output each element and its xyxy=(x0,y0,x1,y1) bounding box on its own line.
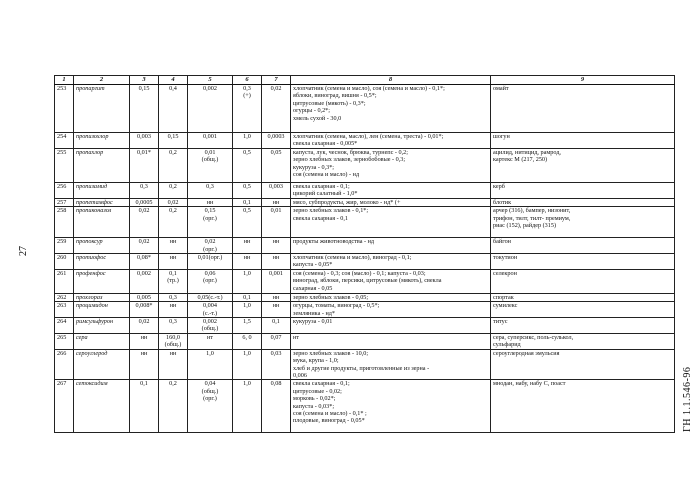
value-col-3: 0,02 xyxy=(130,238,159,254)
residue-limits: продукты животноводства - нд xyxy=(291,238,491,254)
table-row xyxy=(55,254,675,270)
value-col-5: 0,01(орг.) xyxy=(188,254,233,270)
row-number: 260 xyxy=(55,254,74,270)
value-col-3: 0,003 xyxy=(130,133,159,149)
value-col-5: 0,15 (орг.) xyxy=(188,207,233,238)
trade-names: шогун xyxy=(491,133,675,149)
value-col-6: 0,1 xyxy=(233,198,262,206)
value-col-7: нн xyxy=(262,198,291,206)
value-col-6: 1,5 xyxy=(233,318,262,334)
column-header: 8 xyxy=(291,76,491,85)
value-col-4: 0,1 (тр.) xyxy=(159,269,188,293)
value-col-5: 0,002 xyxy=(188,85,233,133)
value-col-5: 0,06 (орг.) xyxy=(188,269,233,293)
row-number: 259 xyxy=(55,238,74,254)
table-row xyxy=(55,238,675,254)
row-number: 263 xyxy=(55,302,74,318)
value-col-6: 1,0 xyxy=(233,349,262,380)
value-col-4: 0,2 xyxy=(159,182,188,198)
value-col-5: 1,0 xyxy=(188,349,233,380)
table-header-row xyxy=(55,76,675,85)
table-body xyxy=(55,85,675,433)
value-col-3: нн xyxy=(130,333,159,349)
column-header: 7 xyxy=(262,76,291,85)
value-col-7: 0,1 xyxy=(262,318,291,334)
row-number: 264 xyxy=(55,318,74,334)
residue-limits: свекла сахарная - 0,1; цитрусовые - 0,02; морковь - 0,02*; капуста - 0,03*; соя (семена и масло) - 0,1* ; плодовые, виноград - 0,05* xyxy=(291,380,491,433)
trade-names: керб xyxy=(491,182,675,198)
substance-name: сера xyxy=(74,333,130,349)
value-col-3: 0,008* xyxy=(130,302,159,318)
residue-limits: огурцы, томаты, виноград - 0,5*; земляника - нд* xyxy=(291,302,491,318)
value-col-4: нн xyxy=(159,238,188,254)
value-col-6: 1,0 xyxy=(233,269,262,293)
value-col-7: 0,03 xyxy=(262,349,291,380)
row-number: 253 xyxy=(55,85,74,133)
table-row xyxy=(55,349,675,380)
trade-names: титус xyxy=(491,318,675,334)
value-col-4: нн xyxy=(159,254,188,270)
substance-name: процимидон xyxy=(74,302,130,318)
value-col-5: нт xyxy=(188,333,233,349)
value-col-3: 0,01* xyxy=(130,148,159,182)
row-number: 267 xyxy=(55,380,74,433)
value-col-4: 0,3 xyxy=(159,293,188,301)
column-header: 4 xyxy=(159,76,188,85)
trade-names: спортак xyxy=(491,293,675,301)
row-number: 255 xyxy=(55,148,74,182)
value-col-5: нн xyxy=(188,198,233,206)
value-col-7: нн xyxy=(262,254,291,270)
table-row xyxy=(55,380,675,433)
value-col-3: 0,15 xyxy=(130,85,159,133)
pesticide-table xyxy=(54,75,675,433)
residue-limits: зерно хлебных злаков - 0,05; xyxy=(291,293,491,301)
value-col-5: 0,01 (общ.) xyxy=(188,148,233,182)
value-col-6: нн xyxy=(233,238,262,254)
value-col-5: 0,02 (орг.) xyxy=(188,238,233,254)
value-col-7: 0,01 xyxy=(262,207,291,238)
trade-names: байгон xyxy=(491,238,675,254)
value-col-6: 1,0 xyxy=(233,302,262,318)
substance-name: сероуглерод xyxy=(74,349,130,380)
row-number: 262 xyxy=(55,293,74,301)
value-col-3: 0,08* xyxy=(130,254,159,270)
value-col-7: 0,001 xyxy=(262,269,291,293)
trade-names: блотик xyxy=(491,198,675,206)
substance-name: пропаргит xyxy=(74,85,130,133)
substance-name: сетоксидим xyxy=(74,380,130,433)
value-col-4: 0,3 xyxy=(159,318,188,334)
value-col-7: 0,05 xyxy=(262,148,291,182)
value-col-4: 0,02 xyxy=(159,198,188,206)
residue-limits: капуста, лук, чеснок, брюква, турнепс - 0,2; зерно хлебных злаков, зернобобовые - 0,3; кукуруза - 0,3*; соя (семена и масло) - нд xyxy=(291,148,491,182)
substance-name: протиофос xyxy=(74,254,130,270)
value-col-6: 0,5 xyxy=(233,207,262,238)
value-col-7: нн xyxy=(262,302,291,318)
value-col-4: нн xyxy=(159,349,188,380)
table-row xyxy=(55,85,675,133)
residue-limits: соя (семена) - 0,3; соя (масло) - 0,1; капуста - 0,03; виноград, яблоки, персики, цитрусовые (мякоть), свекла сахарная - 0,05 xyxy=(291,269,491,293)
column-header: 1 xyxy=(55,76,74,85)
trade-names: омайт xyxy=(491,85,675,133)
value-col-5: 0,3 xyxy=(188,182,233,198)
column-header: 2 xyxy=(74,76,130,85)
substance-name: пропоксур xyxy=(74,238,130,254)
substance-name: пропизамид xyxy=(74,182,130,198)
value-col-5: 0,002 (общ.) xyxy=(188,318,233,334)
substance-name: пропахлор xyxy=(74,148,130,182)
substance-name: прохлораз xyxy=(74,293,130,301)
table-row xyxy=(55,182,675,198)
value-col-5: 0,04 (общ.) (орг.) xyxy=(188,380,233,433)
value-col-5: 0,001 xyxy=(188,133,233,149)
residue-limits: зерно хлебных злаков - 0,1*; свекла сахарная - 0,1 xyxy=(291,207,491,238)
value-col-5: 0,004 (с.-т.) xyxy=(188,302,233,318)
value-col-7: 0,003 xyxy=(262,182,291,198)
column-header: 9 xyxy=(491,76,675,85)
value-col-6: 1,0 xyxy=(233,133,262,149)
value-col-3: 0,005 xyxy=(130,293,159,301)
substance-name: пропиконазол xyxy=(74,207,130,238)
row-number: 266 xyxy=(55,349,74,380)
value-col-4: 160,0 (общ.) xyxy=(159,333,188,349)
substance-name: профенфос xyxy=(74,269,130,293)
value-col-6: 0,3 (+) xyxy=(233,85,262,133)
value-col-3: нн xyxy=(130,349,159,380)
value-col-3: 0,002 xyxy=(130,269,159,293)
trade-names: сероуглеродная эмульсия xyxy=(491,349,675,380)
value-col-7: 0,08 xyxy=(262,380,291,433)
residue-limits: хлопчатник (семена и масло), соя (семена и масло) - 0,1*; яблоки, виноград, вишня - 0,5*; цитрусовые (мякоть) - 0,3*; огурцы - 0,2*; хмель сухой - 30,0 xyxy=(291,85,491,133)
value-col-6: 0,5 xyxy=(233,148,262,182)
value-col-4: 0,2 xyxy=(159,380,188,433)
table-row xyxy=(55,133,675,149)
row-number: 257 xyxy=(55,198,74,206)
table-row xyxy=(55,333,675,349)
row-number: 254 xyxy=(55,133,74,149)
residue-limits: хлопчатник (семена, масло), лен (семена, треста) - 0,01*; свекла сахарная - 0,005* xyxy=(291,133,491,149)
table-row xyxy=(55,198,675,206)
value-col-6: 0,1 xyxy=(233,293,262,301)
residue-limits: нт xyxy=(291,333,491,349)
value-col-4: 0,4 xyxy=(159,85,188,133)
substance-name: пропизохлор xyxy=(74,133,130,149)
residue-limits: кукуруза - 0,01 xyxy=(291,318,491,334)
value-col-4: 0,15 xyxy=(159,133,188,149)
table-row xyxy=(55,269,675,293)
table-row xyxy=(55,318,675,334)
value-col-7: нн xyxy=(262,238,291,254)
column-header: 6 xyxy=(233,76,262,85)
value-col-3: 0,3 xyxy=(130,182,159,198)
value-col-7: 0,07 xyxy=(262,333,291,349)
document-code: ГН 1.1.546-96 xyxy=(682,366,693,432)
row-number: 261 xyxy=(55,269,74,293)
value-col-3: 0,1 xyxy=(130,380,159,433)
residue-limits: мясо, субпродукты, жир, молоко - нд* (+ xyxy=(291,198,491,206)
value-col-6: 6, 0 xyxy=(233,333,262,349)
value-col-4: 0,2 xyxy=(159,207,188,238)
trade-names: ацилид, нитицид, рамрод, картекс М (217, 250) xyxy=(491,148,675,182)
row-number: 256 xyxy=(55,182,74,198)
value-col-6: 1,0 xyxy=(233,380,262,433)
row-number: 258 xyxy=(55,207,74,238)
substance-name: пропетамфос xyxy=(74,198,130,206)
trade-names: арчер (316), бампер, низонит, трифон, тилт, тилт- премиум, риас (152), райдер (315) xyxy=(491,207,675,238)
table-row xyxy=(55,148,675,182)
table-row xyxy=(55,293,675,301)
trade-names: селекрон xyxy=(491,269,675,293)
value-col-4: нн xyxy=(159,302,188,318)
value-col-4: 0,2 xyxy=(159,148,188,182)
trade-names: сумилекс xyxy=(491,302,675,318)
row-number: 265 xyxy=(55,333,74,349)
residue-limits: зерно хлебных злаков - 10,0; мука, крупа - 1,0; хлеб и другие продукты, приготовленные из зерна - 0,006 xyxy=(291,349,491,380)
trade-names: токутион xyxy=(491,254,675,270)
value-col-6: 0,5 xyxy=(233,182,262,198)
value-col-3: 0,02 xyxy=(130,318,159,334)
value-col-7: 0,02 xyxy=(262,85,291,133)
trade-names: сера, суперсикс, поль-сулькол, сульфарид xyxy=(491,333,675,349)
value-col-3: 0,02 xyxy=(130,207,159,238)
residue-limits: хлопчатник (семена и масло), виноград - 0,1; капуста - 0,05* xyxy=(291,254,491,270)
residue-limits: свекла сахарная - 0,1; цикорий салатный - 1,0* xyxy=(291,182,491,198)
table-row xyxy=(55,207,675,238)
value-col-3: 0,0005 xyxy=(130,198,159,206)
column-header: 3 xyxy=(130,76,159,85)
value-col-6: нн xyxy=(233,254,262,270)
substance-name: римсульфурон xyxy=(74,318,130,334)
value-col-7: нн xyxy=(262,293,291,301)
value-col-7: 0,0003 xyxy=(262,133,291,149)
value-col-5: 0,05(с.-т.) xyxy=(188,293,233,301)
page-number: 27 xyxy=(18,246,29,256)
column-header: 5 xyxy=(188,76,233,85)
table-row xyxy=(55,302,675,318)
trade-names: мнодан, набу, набу С, поаст xyxy=(491,380,675,433)
